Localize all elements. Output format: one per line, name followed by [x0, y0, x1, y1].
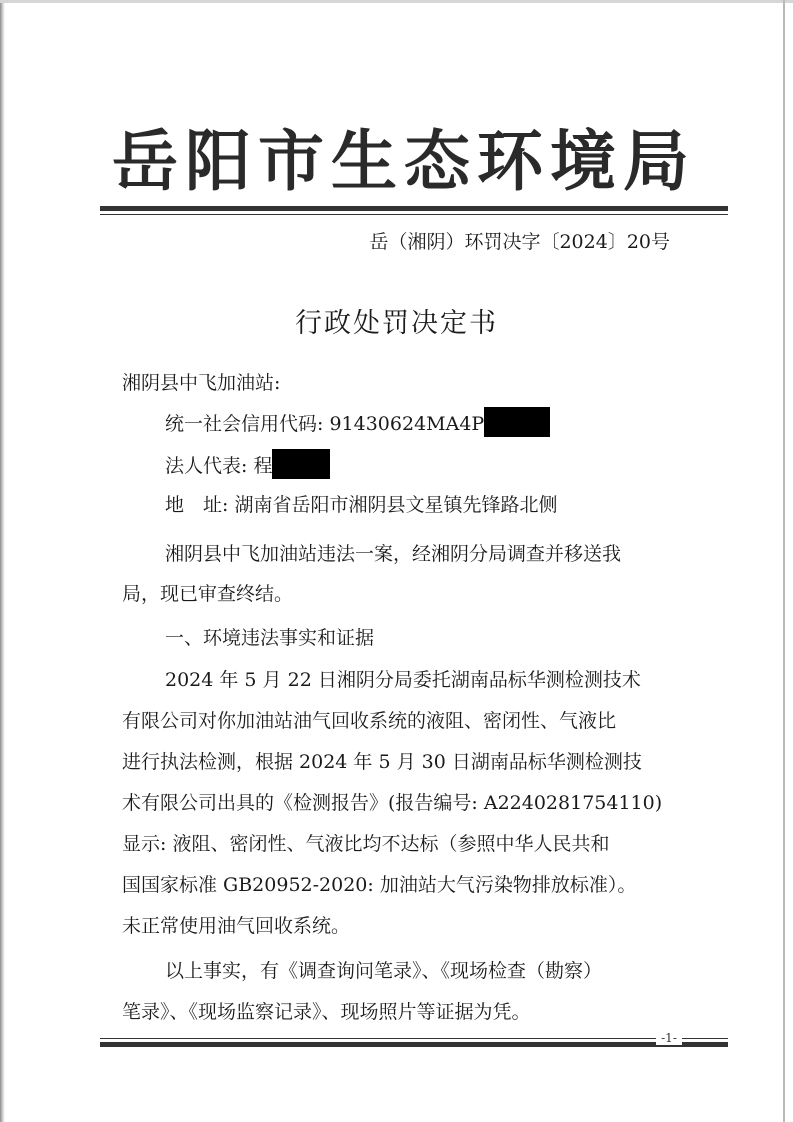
- scan-top-edge: [0, 0, 793, 3]
- legal-rep-value: 程: [253, 455, 273, 477]
- agency-header-title: 岳阳市生态环境局: [112, 123, 696, 200]
- credit-code-label: 统一社会信用代码:: [165, 413, 324, 435]
- address-value: 湖南省岳阳市湘阴县文星镇先锋路北侧: [234, 494, 558, 516]
- legal-rep-label: 法人代表:: [165, 455, 248, 477]
- paragraph-line: 局，现已审查终结。: [122, 583, 294, 605]
- credit-code-line: [165, 407, 550, 438]
- paragraph-line: 进行执法检测，根据 2024 年 5 月 30 日湖南品标华测检测技: [122, 751, 642, 773]
- address-line: [165, 491, 557, 519]
- section-title: 一、环境违法事实和证据: [165, 627, 375, 649]
- paragraph-line: 2024 年 5 月 22 日湘阴分局委托湖南品标华测检测技术: [165, 669, 641, 691]
- paragraph-line: 有限公司对你加油站油气回收系统的液阻、密闭性、气液比: [122, 710, 617, 732]
- credit-code-value: 91430624MA4P: [329, 413, 485, 435]
- paragraph-line: 国国家标准 GB20952-2020: 加油站大气污染物排放标准）。: [122, 874, 637, 896]
- scan-right-edge: [783, 0, 785, 1122]
- address-label: 地 址:: [165, 494, 229, 516]
- footer-rule-thin: [100, 1038, 728, 1039]
- paragraph-line: 未正常使用油气回收系统。: [122, 915, 351, 937]
- document-number: 岳（湘阴）环罚决字〔2024〕20号: [369, 231, 670, 253]
- redaction-block: [272, 449, 330, 479]
- paragraph-line: 显示: 液阻、密闭性、气液比均不达标（参照中华人民共和: [122, 833, 610, 855]
- recipient: 湘阴县中飞加油站:: [122, 372, 281, 394]
- document-heading: 行政处罚决定书: [295, 308, 498, 339]
- header-rule-thin: [100, 214, 728, 215]
- paragraph-line: 湘阴县中飞加油站违法一案，经湘阴分局调查并移送我: [165, 543, 622, 565]
- paragraph-line: 笔录》、《现场监察记录》、现场照片等证据为凭。: [122, 1001, 531, 1023]
- legal-rep-line: [165, 449, 330, 480]
- paragraph-line: 术有限公司出具的《检测报告》(报告编号: A2240281754110): [122, 792, 663, 814]
- footer-rule-thick: [100, 1042, 728, 1047]
- page-number: -1-: [656, 1031, 682, 1045]
- scan-left-edge: [0, 0, 5, 1122]
- redaction-block: [484, 407, 550, 437]
- paragraph-line: 以上事实，有《调查询问笔录》、《现场检查（勘察）: [165, 960, 603, 982]
- header-rule-thick: [100, 206, 728, 211]
